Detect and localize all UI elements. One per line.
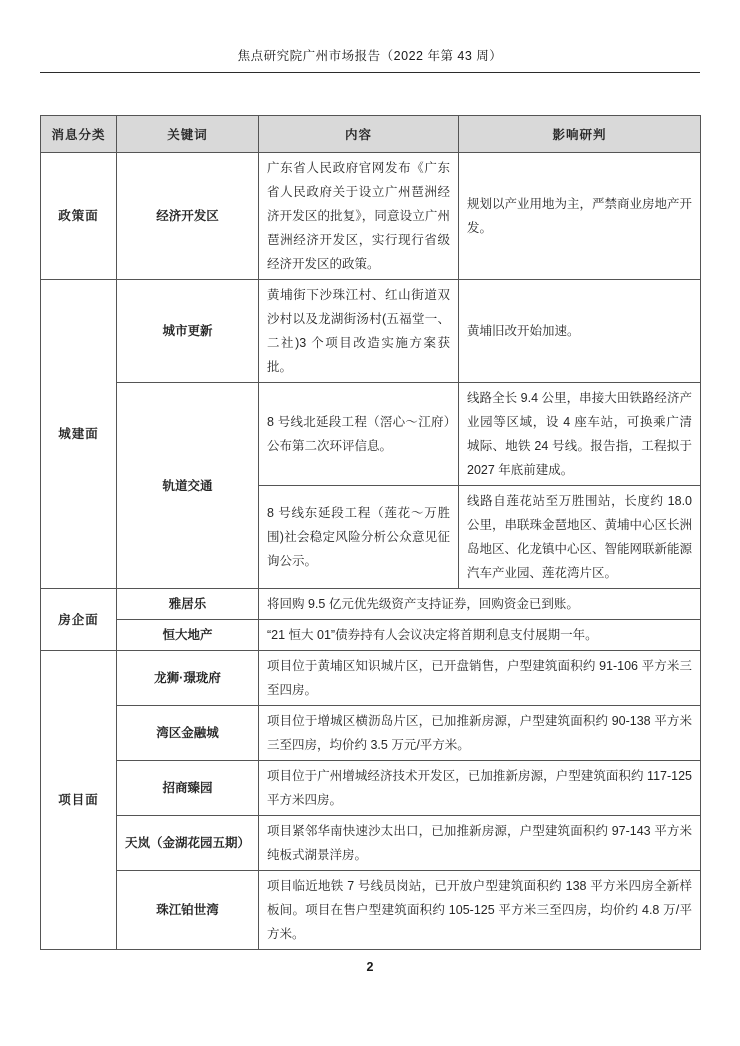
table-row — [41, 153, 701, 280]
content-tianlan: 项目紧邻华南快速沙太出口，已加推新房源，户型建筑面积约 97-143 平方米纯板式湖景洋房。 — [259, 816, 701, 871]
keyword-agile: 雅居乐 — [117, 589, 259, 620]
keyword-tianlan: 天岚（金湖花园五期） — [117, 816, 259, 871]
table-row — [41, 651, 701, 706]
column-header-content: 内容 — [259, 116, 459, 153]
table-header-row — [41, 116, 701, 153]
impact-urban-renewal: 黄埔旧改开始加速。 — [459, 280, 701, 383]
table-row — [41, 761, 701, 816]
table-row — [41, 871, 701, 950]
content-bay-area-finance-city: 项目位于增城区横沥岛片区，已加推新房源，户型建筑面积约 90-138 平方米三至四房，均价约 3.5 万元/平方米。 — [259, 706, 701, 761]
column-header-impact: 影响研判 — [459, 116, 701, 153]
keyword-bay-area-finance-city: 湾区金融城 — [117, 706, 259, 761]
news-summary-table — [40, 115, 701, 950]
table-row — [41, 620, 701, 651]
keyword-longshi-jinglongfu: 龙狮·璟珑府 — [117, 651, 259, 706]
table-row — [41, 589, 701, 620]
content-zhaoshang-zhenyuan: 项目位于广州增城经济技术开发区，已加推新房源，户型建筑面积约 117-125 平方米四房。 — [259, 761, 701, 816]
report-header-title: 焦点研究院广州市场报告（2022 年第 43 周） — [40, 46, 700, 73]
content-evergrande: “21 恒大 01”债券持有人会议决定将首期利息支付展期一年。 — [259, 620, 701, 651]
column-header-category: 消息分类 — [41, 116, 117, 153]
keyword-rail-transit: 轨道交通 — [117, 383, 259, 589]
content-longshi-jinglongfu: 项目位于黄埔区知识城片区，已开盘销售，户型建筑面积约 91-106 平方米三至四房。 — [259, 651, 701, 706]
page-number: 2 — [366, 960, 374, 974]
keyword-urban-renewal: 城市更新 — [117, 280, 259, 383]
keyword-economic-zone: 经济开发区 — [117, 153, 259, 280]
content-rail-north-extension: 8 号线北延段工程（滘心～江府）公布第二次环评信息。 — [259, 383, 459, 486]
impact-rail-north-extension: 线路全长 9.4 公里，串接大田铁路经济产业园等区域，设 4 座车站，可换乘广清城际、地铁 24 号线。报告指，工程拟于 2027 年底前建成。 — [459, 383, 701, 486]
category-urban-construction: 城建面 — [41, 280, 117, 589]
keyword-zhaoshang-zhenyuan: 招商臻园 — [117, 761, 259, 816]
content-economic-zone: 广东省人民政府官网发布《广东省人民政府关于设立广州琶洲经济开发区的批复》，同意设立广州琶洲经济开发区，实行现行省级经济开发区的政策。 — [259, 153, 459, 280]
impact-economic-zone: 规划以产业用地为主，严禁商业房地产开发。 — [459, 153, 701, 280]
table-row — [41, 706, 701, 761]
category-projects: 项目面 — [41, 651, 117, 950]
category-developers: 房企面 — [41, 589, 117, 651]
keyword-evergrande: 恒大地产 — [117, 620, 259, 651]
content-urban-renewal: 黄埔街下沙珠江村、红山街道双沙村以及龙湖街汤村(五福堂一、二社)3 个项目改造实施方案获批。 — [259, 280, 459, 383]
category-policy: 政策面 — [41, 153, 117, 280]
table-row — [41, 383, 701, 486]
content-zhujiang-boshiwan: 项目临近地铁 7 号线员岗站，已开放户型建筑面积约 138 平方米四房全新样板间。项目在售户型建筑面积约 105-125 平方米三至四房，均价约 4.8 万/平方米。 — [259, 871, 701, 950]
table-row — [41, 280, 701, 383]
column-header-keyword: 关键词 — [117, 116, 259, 153]
keyword-zhujiang-boshiwan: 珠江铂世湾 — [117, 871, 259, 950]
table-row — [41, 816, 701, 871]
impact-rail-east-extension: 线路自莲花站至万胜围站，长度约 18.0 公里，串联珠金琶地区、黄埔中心区长洲岛地区、化龙镇中心区、智能网联新能源汽车产业园、莲花湾片区。 — [459, 486, 701, 589]
content-rail-east-extension: 8 号线东延段工程（莲花～万胜围)社会稳定风险分析公众意见征询公示。 — [259, 486, 459, 589]
content-agile: 将回购 9.5 亿元优先级资产支持证券，回购资金已到账。 — [259, 589, 701, 620]
